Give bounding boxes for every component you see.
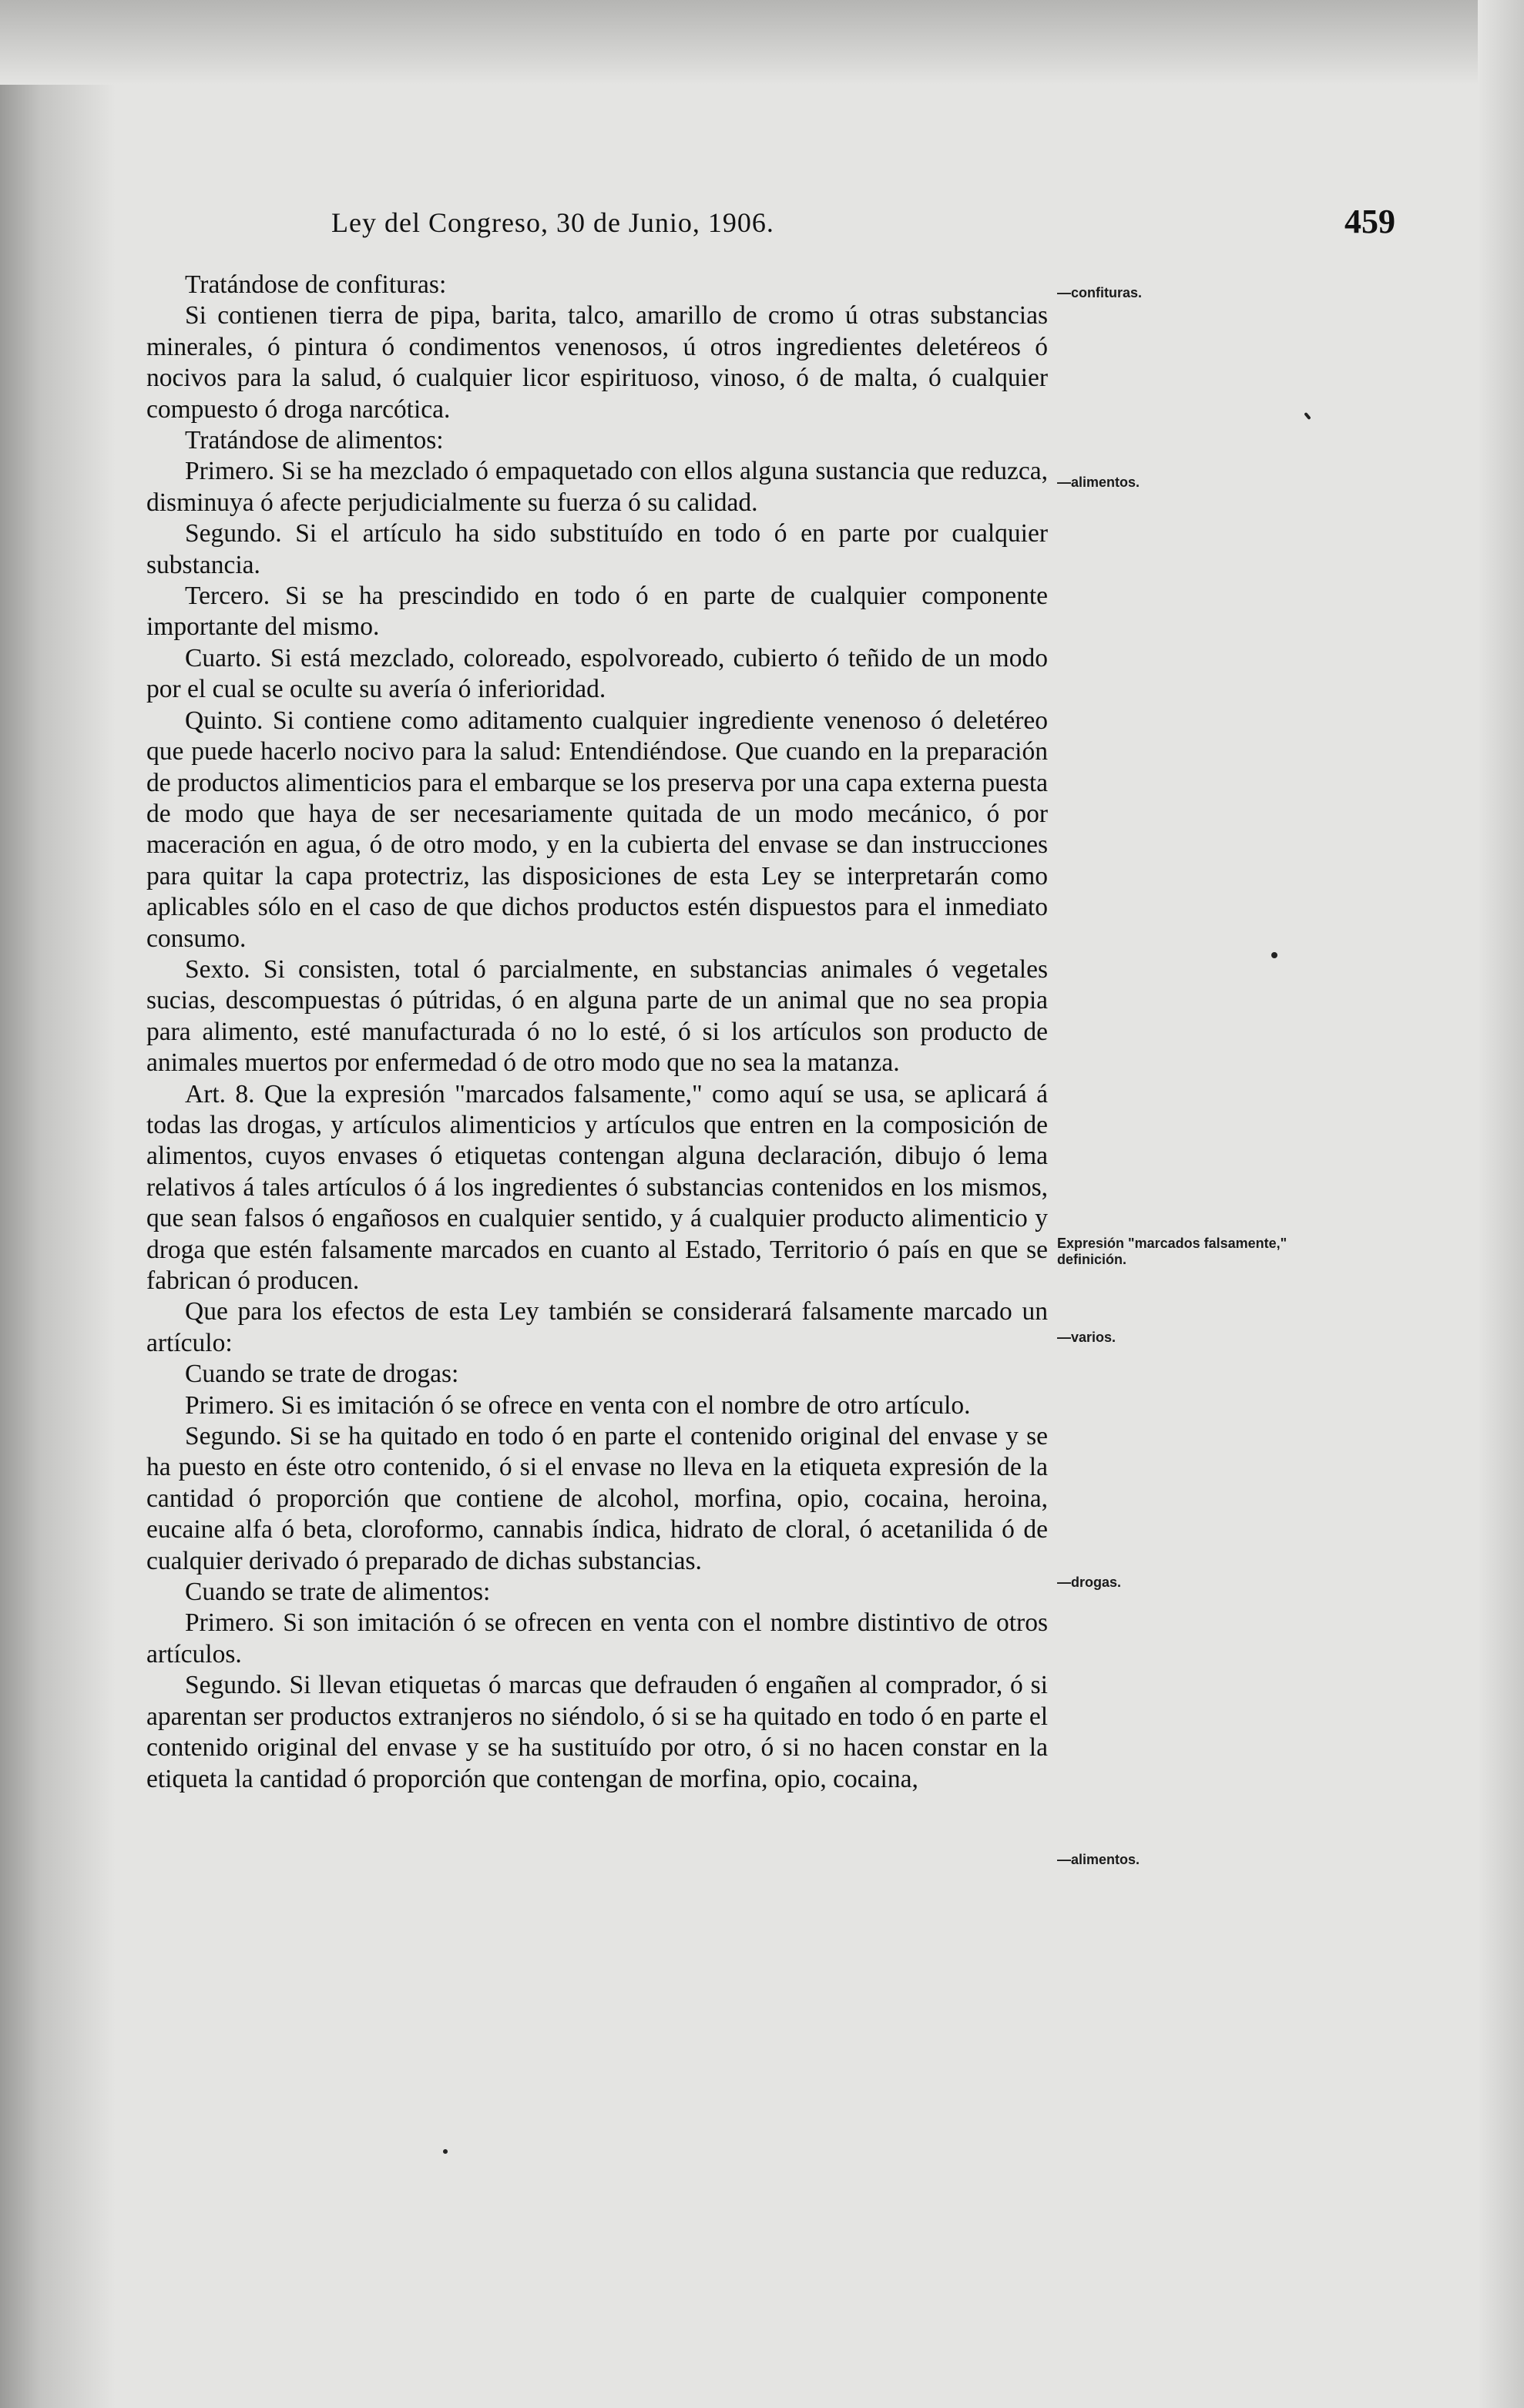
paragraph: Que para los efectos de esta Ley también se considerará falsamente marcado un artículo: bbox=[146, 1297, 1048, 1357]
paragraph: Segundo. Si se ha quitado en todo ó en parte el contenido original del envase y se ha puesto en éste otro contenido, ó si el envase no lleva en la etiqueta expresión de la cantidad ó proporción que contiene de alcohol, morfina, opio, cocaina, heroina, eucaine alfa ó beta, cloroformo, cannabis índica, hidrato de cloral, ó acetanilida ó de cualquier derivado ó preparado de dichas substancias. bbox=[146, 1422, 1048, 1575]
paragraph: Tratándose de alimentos: bbox=[185, 426, 444, 455]
paragraph: Tratándose de confituras: bbox=[185, 270, 447, 299]
paragraph: Sexto. Si consisten, total ó parcialmente, en substancias animales ó vegetales sucias, descompuestas ó pútridas, ó en alguna parte de un animal que no sea propia para alimento, esté manufacturada ó no lo esté, ó si los artículos son producto de animales muertos por enfermedad ó de otro modo que no sea la matanza. bbox=[146, 954, 1048, 1078]
margin-note-varios: —varios. bbox=[1057, 1330, 1116, 1345]
body-text bbox=[146, 270, 1048, 1795]
scan-shadow-left bbox=[0, 0, 116, 2408]
ink-speck bbox=[1271, 952, 1277, 958]
margin-note-drogas: —drogas. bbox=[1057, 1575, 1122, 1590]
paragraph: Si contienen tierra de pipa, barita, talco, amarillo de cromo ú otras substancias minerales, ó pintura ó condimentos venenosos, ú otros ingredientes deletéreos ó nocivos para la salud, ó cualquier licor espirituoso, vinoso, ó de malta, ó cualquier compuesto ó droga narcótica. bbox=[146, 301, 1048, 424]
running-header: Ley del Congreso, 30 de Junio, 1906. bbox=[331, 207, 774, 238]
paragraph: Art. 8. Que la expresión "marcados falsamente," como aquí se usa, se aplicará á todas las drogas, y artículos alimenticios y artículos que entren en la composición de alimentos, cuyos envases ó etiquetas contengan alguna declaración, dibujo ó lema relativos á tales artículos ó á los ingredientes ó substancias contenidos en los mismos, que sean falsos ó engañosos en cualquier sentido, y á cualquier producto alimenticio y droga que estén falsamente marcados en cuanto al Estado, Territorio ó país en que se fabrican ó producen. bbox=[146, 1079, 1048, 1295]
paragraph: Segundo. Si el artículo ha sido substituído en todo ó en parte por cualquier substancia. bbox=[146, 519, 1048, 579]
paragraph: Segundo. Si llevan etiquetas ó marcas que defrauden ó engañen al comprador, ó si aparentan ser productos extranjeros no siéndolo, ó si se ha quitado en todo ó en parte el contenido original del envase y se ha sustituído por otro, ó si no hacen constar en la etiqueta la cantidad ó proporción que contengan de morfina, opio, cocaina, bbox=[146, 1671, 1048, 1793]
paragraph: Tercero. Si se ha prescindido en todo ó en parte de cualquier componente importante del mismo. bbox=[146, 582, 1048, 642]
ink-speck bbox=[443, 2149, 448, 2154]
margin-note-confituras: —confituras. bbox=[1057, 285, 1143, 300]
scan-shadow-top bbox=[0, 0, 1524, 85]
paragraph: Quinto. Si contiene como aditamento cualquier ingrediente venenoso ó deletéreo que puede hacerlo nocivo para la salud: Entendiéndose. Que cuando en la preparación de productos alimenticios para el embarque se los preserva por una capa externa puesta de modo que haya de ser necesariamente quitada de un modo mecánico, ó por maceración en agua, ó de otro modo, y en la cubierta del envase se dan instrucciones para quitar la capa protectriz, las disposiciones de esta Ley se interpretarán como aplicables sólo en el caso de que dichos productos estén dispuestos para el inmediato consumo. bbox=[146, 706, 1048, 953]
paragraph: Primero. Si es imitación ó se ofrece en venta con el nombre de otro artículo. bbox=[185, 1390, 971, 1420]
scan-shadow-right bbox=[1478, 0, 1524, 2408]
paragraph: Cuando se trate de alimentos: bbox=[185, 1578, 491, 1607]
paragraph: Cuarto. Si está mezclado, coloreado, espolvoreado, cubierto ó teñido de un modo por el cual se oculte su avería ó inferioridad. bbox=[146, 643, 1048, 704]
page-number: 459 bbox=[1344, 203, 1395, 240]
margin-note-marcados-falsamente: Expresión "marcados falsamente," definición. bbox=[1057, 1236, 1287, 1267]
ink-speck bbox=[1304, 412, 1311, 420]
paragraph: Primero. Si son imitación ó se ofrecen en venta con el nombre distintivo de otros artículos. bbox=[146, 1608, 1048, 1668]
paragraph: Cuando se trate de drogas: bbox=[185, 1360, 459, 1389]
margin-note-alimentos: —alimentos. bbox=[1057, 475, 1140, 490]
paragraph: Primero. Si se ha mezclado ó empaquetado con ellos alguna sustancia que reduzca, disminuya ó afecte perjudicialmente su fuerza ó su calidad. bbox=[146, 457, 1048, 517]
margin-note-alimentos-2: —alimentos. bbox=[1057, 1852, 1140, 1867]
